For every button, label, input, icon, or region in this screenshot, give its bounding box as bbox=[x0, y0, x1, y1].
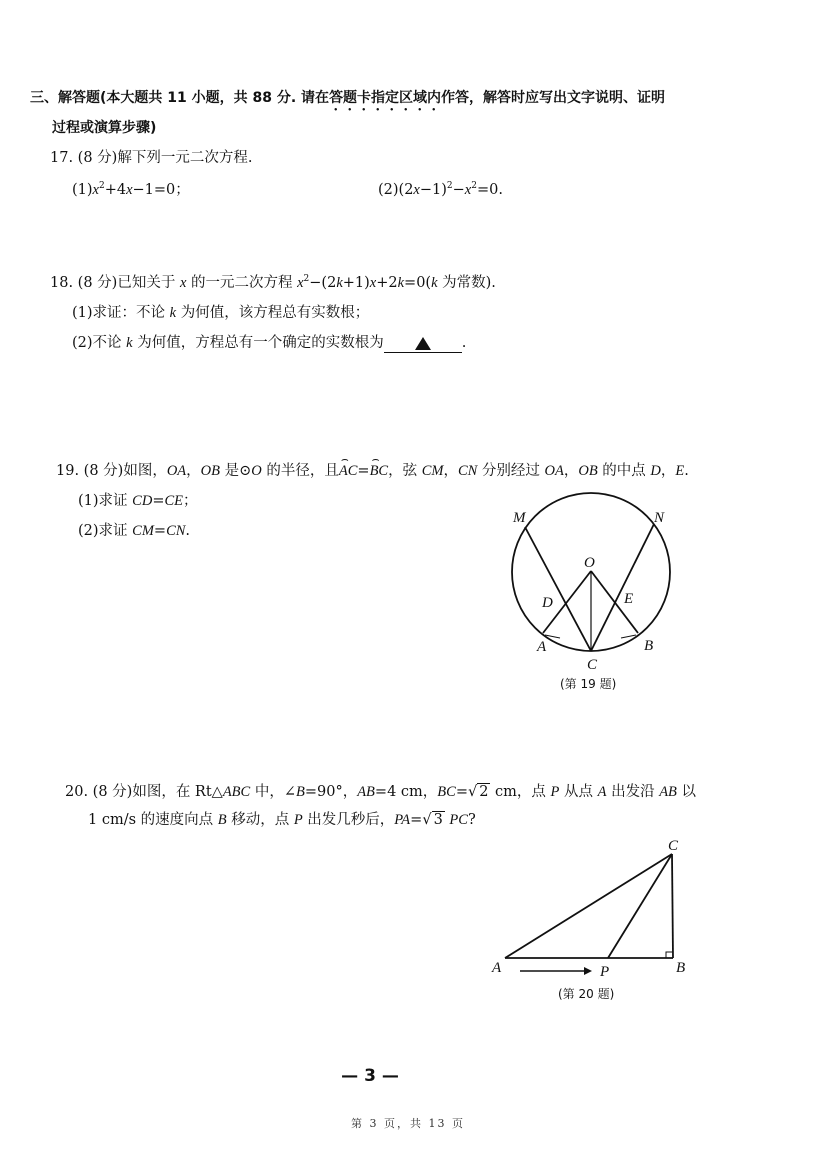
q19-stem: 19. (8 分)如图，OA，OB 是⊙O 的半径，且⌢ AC=⌢ BC，弦 CM，CN 分别经过 OA，OB 的中点 D，E. bbox=[56, 461, 689, 481]
label-b: B bbox=[676, 960, 686, 976]
q18-part1: (1)求证：不论 k 为何值，该方程总有实数根； bbox=[72, 305, 370, 321]
figure-19-labels bbox=[512, 510, 665, 691]
q19-part2: (2)求证 CM=CN. bbox=[78, 523, 191, 539]
figure-20-triangle-diagram bbox=[505, 854, 673, 975]
chord-cn bbox=[591, 524, 654, 651]
chord-cm bbox=[525, 527, 591, 651]
header-emphasis: 答题卡指定区域内 bbox=[329, 90, 442, 106]
arrow-head-icon bbox=[584, 967, 592, 975]
label-n: N bbox=[654, 510, 665, 526]
label-c: C bbox=[587, 657, 598, 673]
figure-20-caption: (第 20 题) bbox=[558, 987, 615, 1001]
label-a: A bbox=[537, 639, 547, 655]
q17-part1: $(1)x^2+4x-1=0$； bbox=[72, 181, 190, 198]
q18-stem-mid: 的一元二次方程 bbox=[190, 275, 293, 291]
q18-stem: 18. (8 分)已知关于 x 的一元二次方程 $x^2-(2k+1)x+2k=0(k$ 为常数). bbox=[50, 274, 496, 291]
side-bc bbox=[672, 854, 673, 958]
figure-19-caption: (第 19 题) bbox=[560, 677, 617, 691]
section-header-line2: 过程或演算步骤) bbox=[52, 120, 157, 136]
q18-part2: (2)不论 k 为何值，方程总有一个确定的实数根为 . bbox=[72, 335, 467, 351]
page-footer: 第 3 页，共 13 页 bbox=[351, 1117, 465, 1130]
header-text: 作答，解答时应写出文字说明、证明 bbox=[441, 90, 666, 106]
label-e: E bbox=[624, 591, 634, 607]
label-d: D bbox=[542, 595, 553, 611]
period: . bbox=[461, 335, 467, 351]
q18-stem-prefix: 18. (8 分)已知关于 bbox=[50, 275, 176, 291]
q17-stem: 17. (8 分)解下列一元二次方程. bbox=[50, 150, 253, 166]
label-m: M bbox=[513, 510, 526, 526]
q20-stem-line1: 20. (8 分)如图，在 Rt△ABC 中，∠B=90°，AB=4 cm，BC=√ 2 cm，点 P 从点 A 出发沿 AB 以 bbox=[65, 784, 697, 800]
label-b: B bbox=[644, 638, 654, 654]
label-p: P bbox=[600, 964, 610, 980]
q17-part2: $(2)(2x-1)^2-x^2=0$. bbox=[378, 181, 503, 198]
q20-stem-line2: 1 cm/s 的速度向点 B 移动，点 P 出发几秒后，PA=√ 3 PC? bbox=[88, 812, 476, 828]
page-number: — 3 — bbox=[341, 1066, 399, 1086]
q19-part1: (1)求证 CD=CE； bbox=[78, 493, 198, 509]
label-o: O bbox=[584, 555, 595, 571]
figure-19-circle-diagram bbox=[512, 493, 670, 651]
label-c: C bbox=[668, 838, 679, 854]
side-ac bbox=[505, 854, 672, 958]
header-text: 三、解答题(本大题共 11 小题，共 88 分. 请在 bbox=[30, 90, 330, 106]
label-a: A bbox=[492, 960, 502, 976]
segment-pc bbox=[608, 854, 672, 958]
figure-20-labels bbox=[491, 838, 685, 1001]
